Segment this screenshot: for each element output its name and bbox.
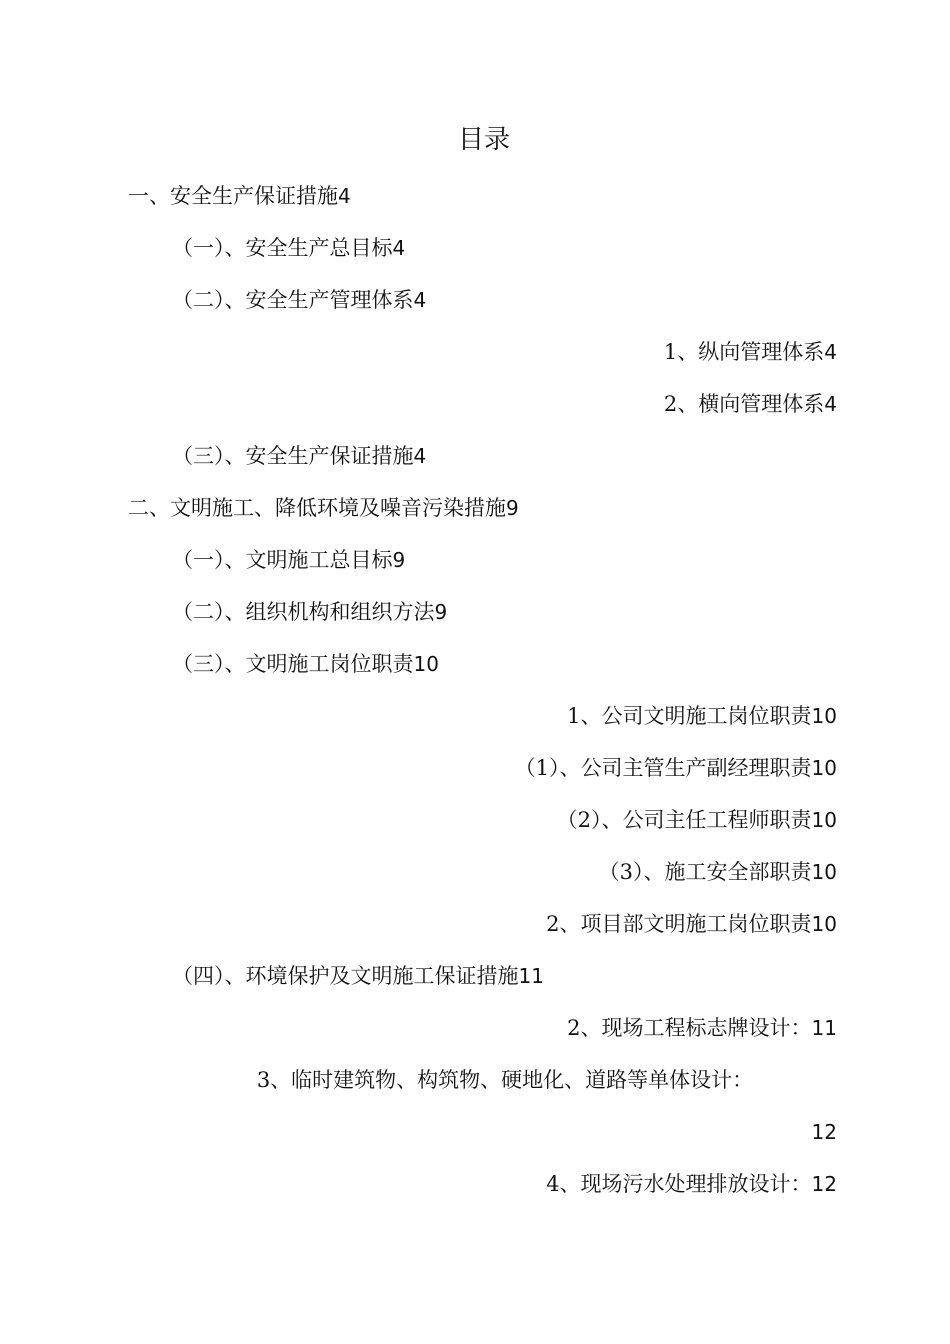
toc-entry-page: 11 xyxy=(518,964,544,988)
toc-entry-text: （一）、安全生产总目标 xyxy=(172,236,393,260)
toc-entry-text: 1、公司文明施工岗位职责 xyxy=(567,704,812,728)
toc-entry-page: 10 xyxy=(413,652,439,676)
toc-entry-page: 4 xyxy=(824,392,837,416)
toc-entry[interactable] xyxy=(0,1158,950,1210)
toc-entry-text: （1）、公司主管生产副经理职责 xyxy=(514,756,812,780)
toc-entry-text: 二、文明施工、降低环境及噪音污染措施 xyxy=(128,496,506,520)
toc-entry-text: 2、横向管理体系 xyxy=(663,392,825,416)
toc-entry[interactable] xyxy=(0,1002,950,1054)
toc-entry-text: （三）、安全生产保证措施 xyxy=(172,444,414,468)
toc-entry[interactable] xyxy=(0,638,950,690)
toc-entry-text: 4、现场污水处理排放设计： xyxy=(546,1172,812,1196)
toc-entry[interactable] xyxy=(0,482,950,534)
toc-entry[interactable] xyxy=(0,898,950,950)
toc-entry[interactable] xyxy=(0,326,950,378)
toc-entry-page: 10 xyxy=(811,912,837,936)
toc-entry[interactable] xyxy=(0,846,950,898)
toc-entry-text: （二）、安全生产管理体系 xyxy=(172,288,414,312)
toc-entry-page: 10 xyxy=(811,756,837,780)
toc-entry-text: 3、临时建筑物、构筑物、硬地化、道路等单体设计： xyxy=(256,1068,754,1092)
toc-entry-text: （一）、文明施工总目标 xyxy=(172,548,393,572)
toc-entry[interactable] xyxy=(0,222,950,274)
toc-entry-text: 1、纵向管理体系 xyxy=(663,340,825,364)
toc-entry-page: 10 xyxy=(811,860,837,884)
table-of-contents xyxy=(0,170,950,1210)
toc-entry-text: 一、安全生产保证措施 xyxy=(128,184,338,208)
page-title: 目录 xyxy=(457,125,510,155)
toc-entry-text: （3）、施工安全部职责 xyxy=(598,860,812,884)
toc-entry-page: 4 xyxy=(413,444,427,468)
toc-entry-text: （二）、组织机构和组织方法 xyxy=(172,600,435,624)
toc-entry-continuation[interactable] xyxy=(0,1106,950,1158)
toc-entry-page: 10 xyxy=(811,704,837,728)
toc-entry-page: 4 xyxy=(338,184,351,208)
toc-entry-page: 4 xyxy=(392,236,406,260)
toc-entry-text: （三）、文明施工岗位职责 xyxy=(172,652,414,676)
toc-entry[interactable] xyxy=(0,794,950,846)
toc-entry-page: 4 xyxy=(413,288,427,312)
toc-entry-page: 10 xyxy=(811,808,837,832)
toc-entry-text: 2、现场工程标志牌设计： xyxy=(567,1016,812,1040)
toc-entry-page: 11 xyxy=(811,1016,837,1040)
toc-entry[interactable] xyxy=(0,586,950,638)
toc-entry-page: 12 xyxy=(811,1172,837,1196)
toc-entry-text: （2）、公司主任工程师职责 xyxy=(556,808,812,832)
toc-entry-text: 2、项目部文明施工岗位职责 xyxy=(546,912,812,936)
toc-entry-page: 12 xyxy=(811,1120,837,1144)
toc-entry-page: 9 xyxy=(506,496,519,520)
toc-entry[interactable] xyxy=(0,1054,950,1106)
toc-entry[interactable] xyxy=(0,170,950,222)
toc-entry[interactable] xyxy=(0,742,950,794)
toc-entry-page: 4 xyxy=(824,340,837,364)
toc-entry-page: 9 xyxy=(392,548,406,572)
toc-entry[interactable] xyxy=(0,274,950,326)
toc-entry-text: （四）、环境保护及文明施工保证措施 xyxy=(172,964,519,988)
toc-entry[interactable] xyxy=(0,534,950,586)
toc-entry-page: 9 xyxy=(434,600,448,624)
toc-entry[interactable] xyxy=(0,690,950,742)
toc-entry[interactable] xyxy=(0,378,950,430)
toc-entry[interactable] xyxy=(0,430,950,482)
toc-entry[interactable] xyxy=(0,950,950,1002)
